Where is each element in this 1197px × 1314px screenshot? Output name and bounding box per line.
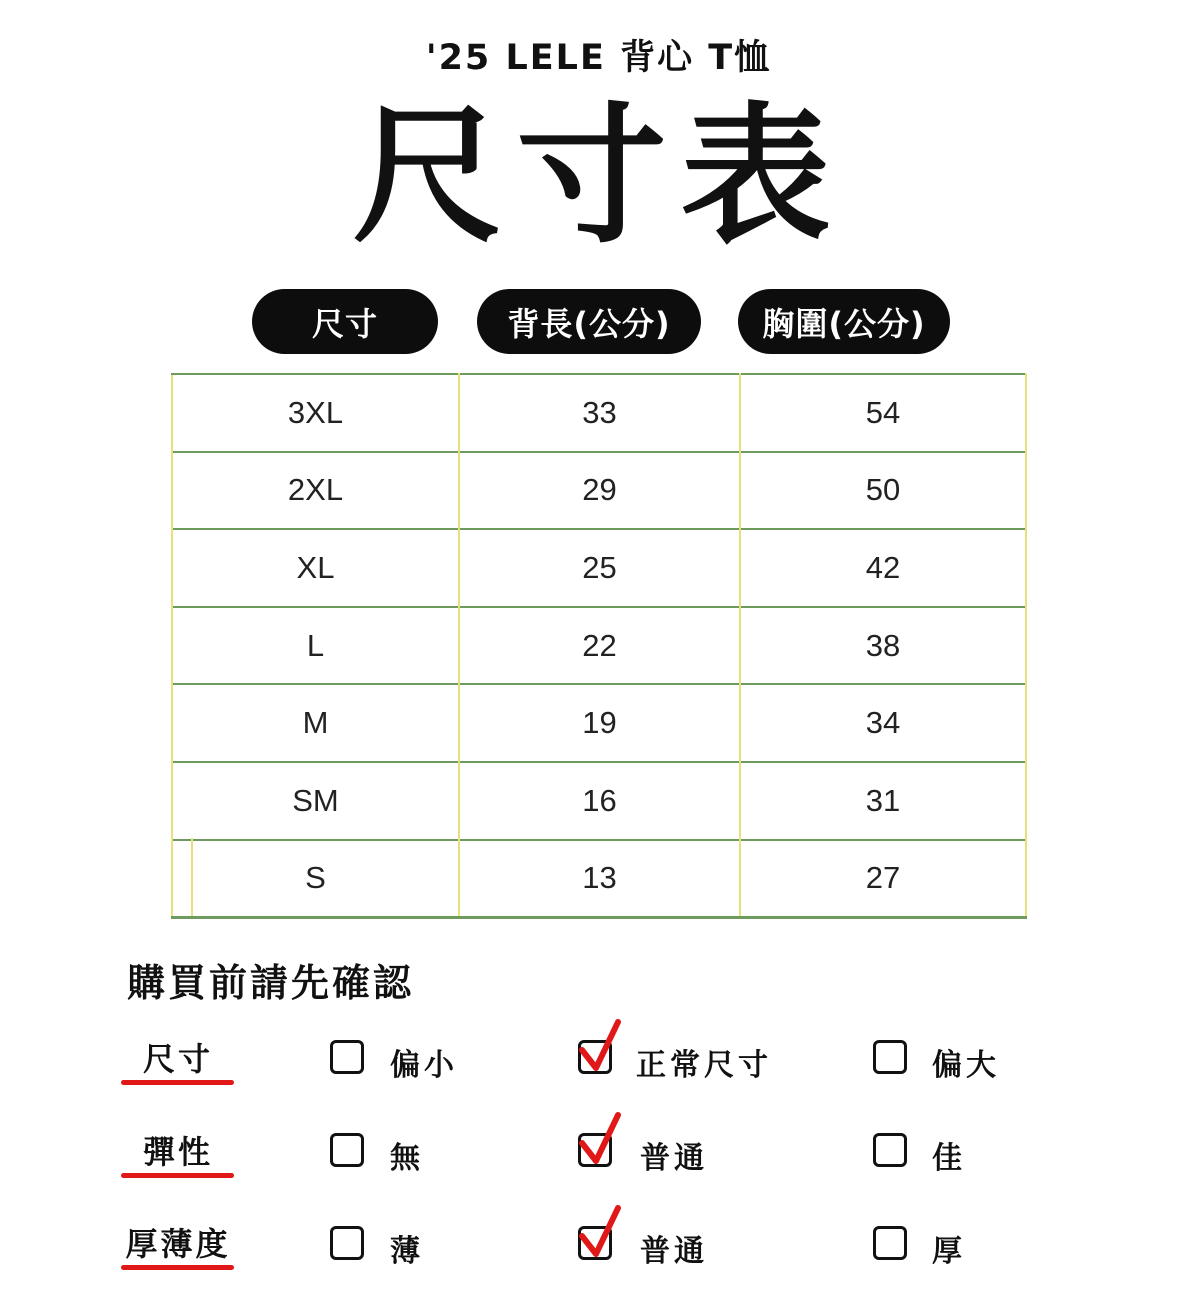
option-size-large: 偏大 bbox=[932, 1048, 1000, 1083]
chest-cell: 27 bbox=[740, 840, 1026, 918]
page-title: 尺寸表 bbox=[352, 90, 845, 264]
option-size-normal: 正常尺寸 bbox=[636, 1048, 772, 1083]
option-elasticity-none: 無 bbox=[390, 1141, 424, 1176]
table-row bbox=[172, 684, 1026, 762]
option-size-small: 偏小 bbox=[390, 1048, 458, 1083]
checkbox-size-large[interactable] bbox=[873, 1040, 907, 1074]
back-length-cell: 29 bbox=[459, 452, 740, 530]
checkbox-elasticity-none[interactable] bbox=[330, 1133, 364, 1167]
size-cell: L bbox=[172, 607, 459, 685]
checkbox-thickness-thin[interactable] bbox=[330, 1226, 364, 1260]
option-thickness-thin: 薄 bbox=[390, 1234, 424, 1269]
checkbox-size-small[interactable] bbox=[330, 1040, 364, 1074]
option-thickness-thick: 厚 bbox=[932, 1234, 966, 1269]
chest-cell: 38 bbox=[740, 607, 1026, 685]
option-elasticity-good: 佳 bbox=[932, 1141, 966, 1176]
back-length-cell: 19 bbox=[459, 684, 740, 762]
confirm-heading: 購買前請先確認 bbox=[127, 961, 415, 1005]
table-divider bbox=[191, 838, 193, 916]
checkbox-elasticity-good[interactable] bbox=[873, 1133, 907, 1167]
size-cell: XL bbox=[172, 529, 459, 607]
confirm-label-size: 尺寸 bbox=[142, 1040, 213, 1078]
table-row bbox=[172, 840, 1026, 918]
table-row bbox=[172, 529, 1026, 607]
chest-cell: 34 bbox=[740, 684, 1026, 762]
checkbox-thickness-thick[interactable] bbox=[873, 1226, 907, 1260]
product-subtitle: '25 LELE 背心 T恤 bbox=[425, 38, 772, 78]
size-cell: M bbox=[172, 684, 459, 762]
confirm-label-thickness: 厚薄度 bbox=[125, 1225, 231, 1263]
confirm-label-elasticity: 彈性 bbox=[142, 1133, 213, 1171]
check-mark-icon bbox=[578, 1018, 628, 1078]
size-cell: SM bbox=[172, 762, 459, 840]
table-row bbox=[172, 374, 1026, 452]
back-length-cell: 25 bbox=[459, 529, 740, 607]
column-header-chest: 胸圍(公分) bbox=[738, 289, 950, 354]
chest-cell: 31 bbox=[740, 762, 1026, 840]
label-underline bbox=[121, 1265, 234, 1270]
size-table bbox=[171, 373, 1027, 919]
back-length-cell: 33 bbox=[459, 374, 740, 452]
table-row bbox=[172, 762, 1026, 840]
chest-cell: 42 bbox=[740, 529, 1026, 607]
back-length-cell: 22 bbox=[459, 607, 740, 685]
column-header-back-length: 背長(公分) bbox=[477, 289, 701, 354]
table-row bbox=[172, 452, 1026, 530]
size-cell: 2XL bbox=[172, 452, 459, 530]
check-mark-icon bbox=[578, 1111, 628, 1171]
label-underline bbox=[121, 1173, 234, 1178]
option-thickness-normal: 普通 bbox=[640, 1234, 708, 1269]
size-cell: S bbox=[172, 840, 459, 918]
back-length-cell: 13 bbox=[459, 840, 740, 918]
chest-cell: 50 bbox=[740, 452, 1026, 530]
chest-cell: 54 bbox=[740, 374, 1026, 452]
column-header-size: 尺寸 bbox=[252, 289, 438, 354]
back-length-cell: 16 bbox=[459, 762, 740, 840]
size-cell: 3XL bbox=[172, 374, 459, 452]
table-row bbox=[172, 607, 1026, 685]
check-mark-icon bbox=[578, 1204, 628, 1264]
label-underline bbox=[121, 1080, 234, 1085]
option-elasticity-normal: 普通 bbox=[640, 1141, 708, 1176]
